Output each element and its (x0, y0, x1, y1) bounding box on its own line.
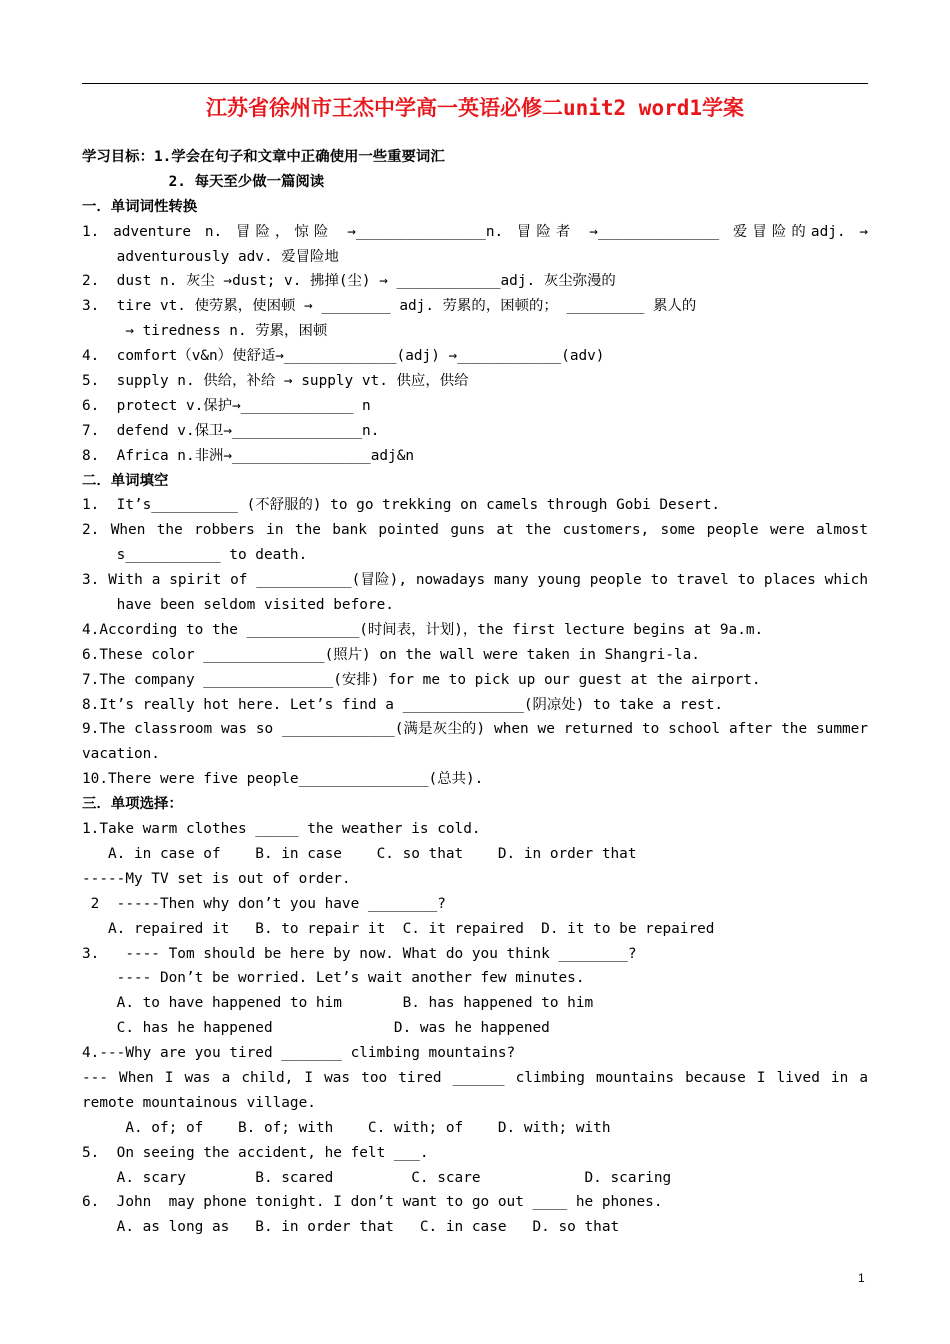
exercise-line: 10.There were five people_______________(总共). (82, 771, 484, 788)
exercise-line: A. in case of B. in case C. so that D. in order that (82, 845, 637, 862)
exercise-line: 4.---Why are you tired _______ climbing mountains? (82, 1045, 516, 1062)
exercise-line: 2. When the robbers in the bank pointed guns at the customers, some people were almost (82, 522, 868, 539)
exercise-line: 4. comfort（v&n）使舒适→_____________(adj) →____________(adv) (82, 348, 605, 365)
section-heading: 一．单词词性转换 (82, 198, 198, 215)
exercise-line: 8. Africa n.非洲→________________adj&n (82, 447, 415, 464)
exercise-line: C. has he happened D. was he happened (82, 1020, 550, 1037)
exercise-line: 1. adventure n. 冒险，惊险 →_______________n. 冒险者 →______________ 爱冒险的adj. → (82, 223, 868, 240)
exercise-line: A. of; of B. of; with C. with; of D. with; with (82, 1119, 611, 1136)
header-rule (82, 83, 868, 84)
exercise-line: A. as long as B. in order that C. in case D. so that (82, 1219, 620, 1236)
exercise-line: adventurously adv. 爱冒险地 (82, 248, 339, 265)
exercise-line: vacation. (82, 746, 160, 763)
exercise-line: 5. On seeing the accident, he felt ___. (82, 1144, 429, 1161)
exercise-line: 6. John may phone tonight. I don’t want to go out ____ he phones. (82, 1194, 663, 1211)
exercise-line: remote mountainous village. (82, 1094, 316, 1111)
exercise-line: 2. dust n. 灰尘 →dust; v. 拂掸(尘) → ____________adj. 灰尘弥漫的 (82, 273, 616, 290)
exercise-line: 8.It’s really hot here. Let’s find a ______________(阴凉处) to take a rest. (82, 696, 723, 713)
exercise-line: 3. ---- Tom should be here by now. What do you think ________? (82, 945, 637, 962)
exercise-line: have been seldom visited before. (82, 597, 394, 614)
document-title: 江苏省徐州市王杰中学高一英语必修二unit2 word1学案 (205, 96, 745, 120)
section-heading: 二．单词填空 (82, 472, 169, 489)
exercise-line: 9.The classroom was so _____________(满是灰尘的) when we returned to school after the summer (82, 721, 868, 738)
exercise-line: 3. tire vt. 使劳累，使困顿 → ________ adj. 劳累的，困顿的； _________ 累人的 (82, 298, 697, 315)
document-body (82, 145, 868, 1240)
exercise-line: 1.Take warm clothes _____ the weather is cold. (82, 821, 481, 838)
exercise-line: 6. protect v.保护→_____________ n (82, 397, 371, 414)
exercise-line: 5. supply n. 供给，补给 → supply vt. 供应，供给 (82, 373, 469, 390)
exercise-line: -----My TV set is out of order. (82, 870, 351, 887)
exercise-line: → tiredness n. 劳累，困顿 (82, 323, 328, 340)
exercise-line: 7. defend v.保卫→_______________n. (82, 422, 380, 439)
exercise-line: 2 -----Then why don’t you have ________? (82, 895, 446, 912)
exercise-line: 3. With a spirit of ___________(冒险), nowadays many young people to travel to places which (82, 572, 868, 589)
page-number: 1 (858, 1271, 865, 1285)
section-heading: 三．单项选择： (82, 796, 183, 813)
exercise-line: A. repaired it B. to repair it C. it repaired D. it to be repaired (82, 920, 715, 937)
objective-line: 学习目标：1.学会在句子和文章中正确使用一些重要词汇 (82, 149, 445, 165)
exercise-line: 6.These color ______________(照片) on the wall were taken in Shangri-la. (82, 646, 700, 663)
exercise-line: s___________ to death. (82, 547, 308, 564)
exercise-line: 4.According to the _____________(时间表，计划)，the first lecture begins at 9a.m. (82, 621, 764, 638)
exercise-line: 7.The company _______________(安排) for me to pick up our guest at the airport. (82, 671, 761, 688)
exercise-line: A. to have happened to him B. has happened to him (82, 995, 594, 1012)
objective-line: 2. 每天至少做一篇阅读 (82, 173, 325, 190)
exercise-line: A. scary B. scared C. scare D. scaring (82, 1169, 672, 1186)
exercise-line: 1. It’s__________ (不舒服的) to go trekking on camels through Gobi Desert. (82, 497, 721, 514)
exercise-line: ---- Don’t be worried. Let’s wait another few minutes. (82, 970, 585, 987)
exercise-line: --- When I was a child, I was too tired ______ climbing mountains because I lived in a (82, 1069, 868, 1086)
